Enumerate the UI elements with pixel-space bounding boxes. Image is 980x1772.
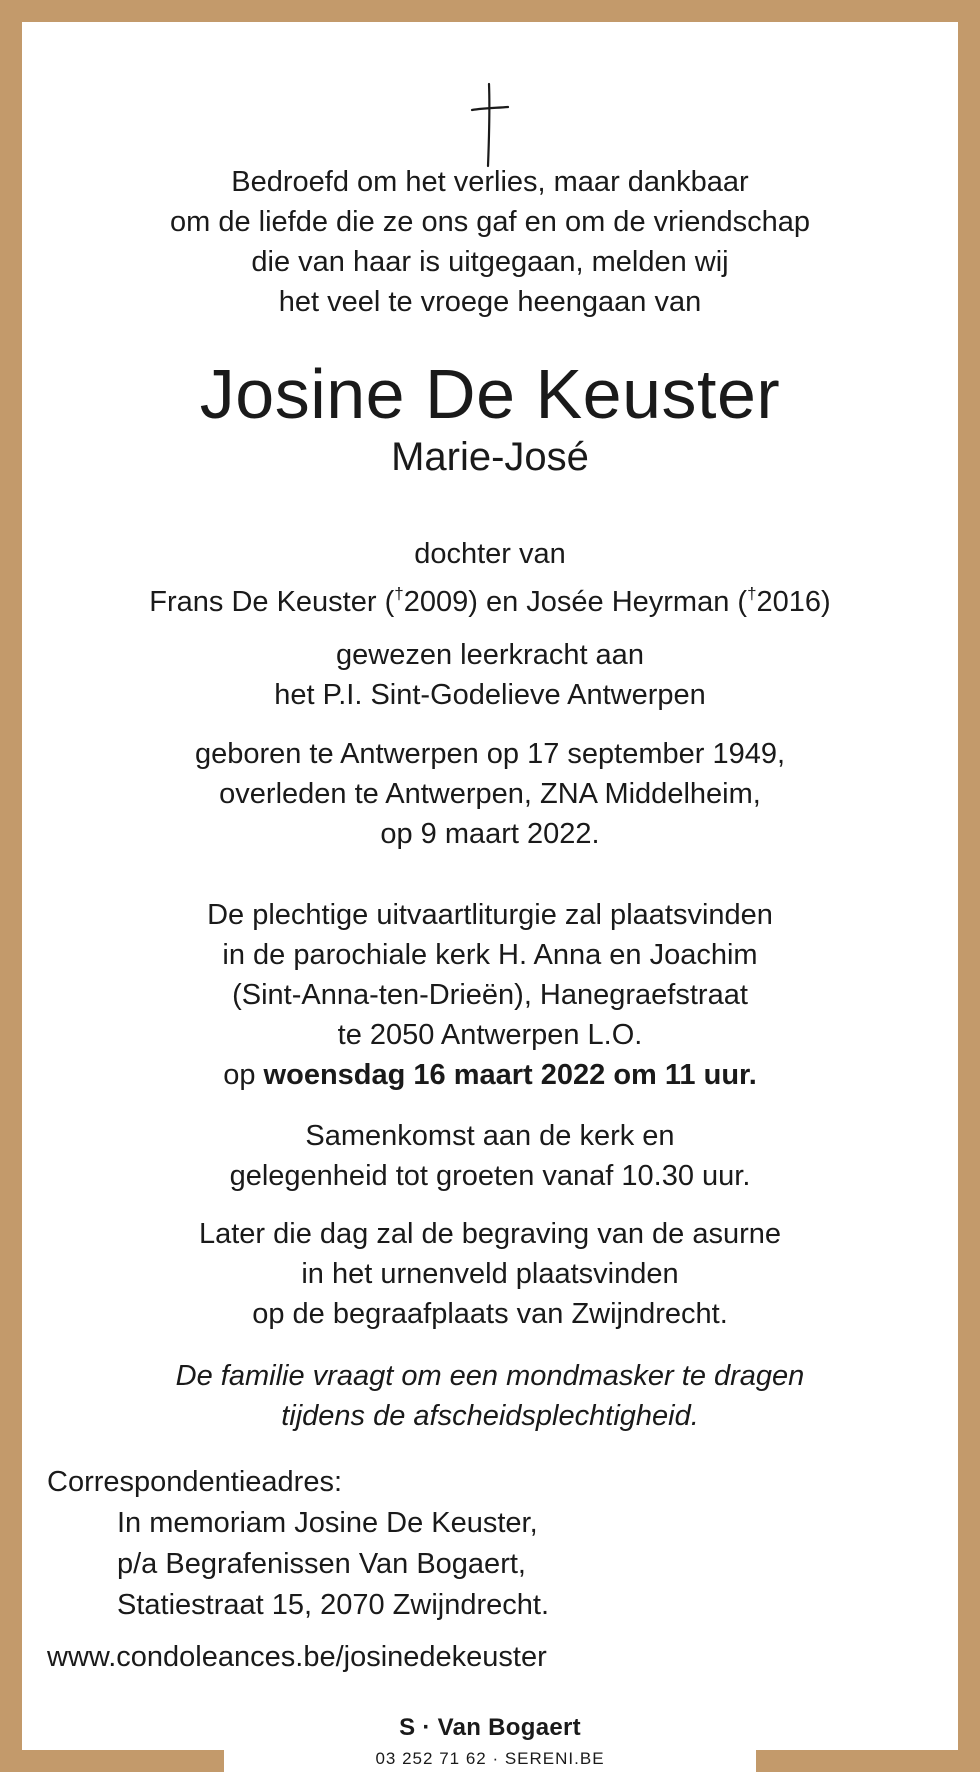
ceremony-text [22, 895, 958, 1095]
mother-death-year: 2016 [756, 586, 822, 618]
gathering-line: gelegenheid tot groeten vanaf 10.30 uur. [229, 1160, 751, 1192]
profession-line: het P.I. Sint-Godelieve Antwerpen [274, 679, 706, 711]
parents-connector: ) en Josée Heyrman ( [468, 586, 748, 618]
ceremony-date-bold: woensdag 16 maart 2022 om 11 uur. [263, 1059, 757, 1091]
deceased-name: Josine De Keuster [199, 355, 781, 433]
funeral-home-contact: 03 252 71 62 · SERENI.BE [375, 1749, 605, 1768]
cross-mark: † [394, 584, 404, 603]
intro-line: om de liefde die ze ons gaf en om de vriendschap [169, 206, 810, 238]
intro-line: het veel te vroege heengaan van [278, 286, 702, 318]
cross-icon [468, 80, 512, 170]
gathering-text [22, 1116, 958, 1196]
intro-text [22, 162, 958, 322]
deceased-given-name: Marie-José [391, 435, 589, 479]
ceremony-date [22, 1055, 958, 1095]
father-death-year: 2009 [403, 586, 469, 618]
parents-names [22, 574, 958, 622]
funeral-home-logo: S · Van Bogaert [399, 1714, 581, 1741]
correspondence-line: In memoriam Josine De Keuster, [117, 1507, 538, 1539]
notice-line: tijdens de afscheidsplechtigheid. [281, 1400, 699, 1432]
cross-mark: † [747, 584, 757, 603]
father-name: Frans De Keuster ( [149, 586, 395, 618]
intro-line: Bedroefd om het verlies, maar dankbaar [231, 166, 749, 198]
life-dates [22, 734, 958, 854]
correspondence-line: Statiestraat 15, 2070 Zwijndrecht. [117, 1589, 550, 1621]
correspondence-address [47, 1462, 549, 1626]
burial-line: Later die dag zal de begraving van de asurne [198, 1218, 782, 1250]
life-line: geboren te Antwerpen op 17 september 1949, [194, 738, 786, 770]
condolence-website[interactable]: www.condoleances.be/josinedekeuster [47, 1641, 547, 1673]
correspondence-label: Correspondentieadres: [47, 1466, 343, 1498]
ceremony-date-prefix: op [223, 1059, 264, 1091]
life-line: overleden te Antwerpen, ZNA Middelheim, [219, 778, 761, 810]
burial-line: op de begraafplaats van Zwijndrecht. [252, 1298, 728, 1330]
ceremony-line: (Sint-Anna-ten-Drieën), Hanegraefstraat [232, 979, 748, 1011]
parents-closing: ) [821, 586, 831, 618]
gathering-line: Samenkomst aan de kerk en [305, 1120, 675, 1152]
notice-line: De familie vraagt om een mondmasker te dragen [175, 1360, 805, 1392]
burial-line: in het urnenveld plaatsvinden [301, 1258, 679, 1290]
life-line: op 9 maart 2022. [380, 818, 600, 850]
parents-text [22, 534, 958, 622]
ceremony-line: in de parochiale kerk H. Anna en Joachim [222, 939, 758, 971]
intro-line: die van haar is uitgegaan, melden wij [251, 246, 729, 278]
ceremony-line: De plechtige uitvaartliturgie zal plaatsvinden [207, 899, 773, 931]
mask-notice [22, 1356, 958, 1436]
burial-text [22, 1214, 958, 1334]
profession-line: gewezen leerkracht aan [336, 639, 644, 671]
correspondence-line: p/a Begrafenissen Van Bogaert, [117, 1548, 526, 1580]
profession-text [22, 635, 958, 715]
parents-intro: dochter van [414, 538, 566, 570]
obituary-card [22, 22, 958, 1772]
ceremony-line: te 2050 Antwerpen L.O. [337, 1019, 643, 1051]
